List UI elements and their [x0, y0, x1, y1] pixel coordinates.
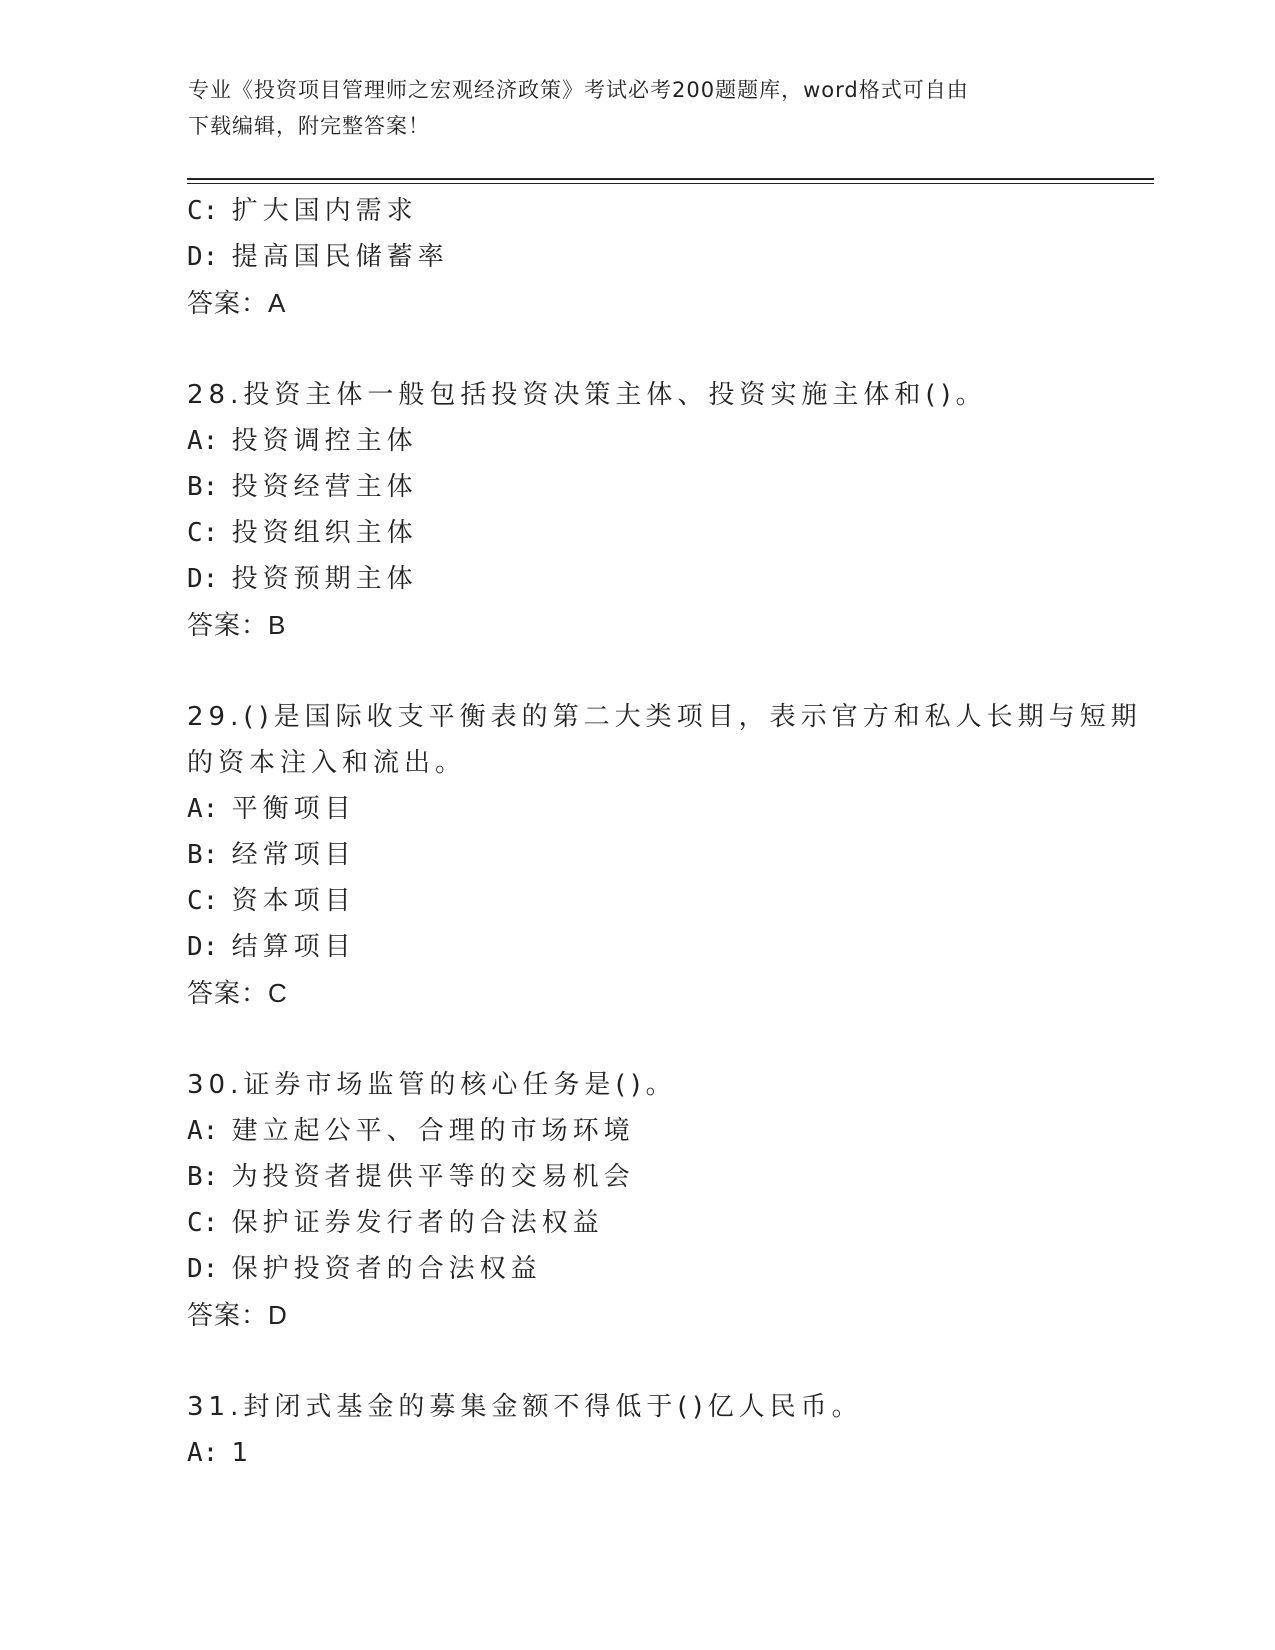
question-list — [187, 188, 1142, 1476]
option-d: D: 提高国民储蓄率 — [187, 242, 449, 272]
option-a: A: 投资调控主体 — [187, 426, 418, 456]
question-30 — [187, 1062, 1087, 1338]
option-a: A: 平衡项目 — [187, 794, 356, 824]
question-29 — [187, 694, 1142, 1016]
header-line-1: 专业《投资项目管理师之宏观经济政策》考试必考200题题库，word格式可自由 — [188, 78, 969, 102]
question-stem-line-1: 29.()是国际收支平衡表的第二大类项目，表示官方和私人长期与短期 — [187, 702, 1142, 732]
option-c: C: 扩大国内需求 — [187, 196, 418, 226]
option-d: D: 投资预期主体 — [187, 564, 418, 594]
option-d: D: 保护投资者的合法权益 — [187, 1254, 542, 1284]
question-31 — [187, 1384, 1087, 1476]
option-c: C: 资本项目 — [187, 886, 356, 916]
question-stem: 28.投资主体一般包括投资决策主体、投资实施主体和()。 — [187, 380, 987, 410]
option-b: B: 为投资者提供平等的交易机会 — [187, 1162, 635, 1192]
option-d: D: 结算项目 — [187, 932, 356, 962]
answer-line: 答案：A — [187, 288, 287, 318]
header-divider — [187, 178, 1154, 184]
question-27-tail — [187, 188, 1087, 326]
question-stem-line-2: 的资本注入和流出。 — [187, 748, 467, 778]
answer-line: 答案：D — [187, 1300, 288, 1330]
question-28 — [187, 372, 1087, 648]
document-header — [188, 72, 1088, 144]
answer-line: 答案：B — [187, 610, 287, 640]
header-line-2: 下载编辑，附完整答案！ — [188, 114, 430, 138]
option-b: B: 投资经营主体 — [187, 472, 418, 502]
option-a: A: 建立起公平、合理的市场环境 — [187, 1116, 635, 1146]
option-b: B: 经常项目 — [187, 840, 356, 870]
option-a: A: 1 — [187, 1438, 254, 1468]
answer-line: 答案：C — [187, 978, 288, 1008]
option-c: C: 投资组织主体 — [187, 518, 418, 548]
question-stem: 30.证券市场监管的核心任务是()。 — [187, 1070, 677, 1100]
option-c: C: 保护证券发行者的合法权益 — [187, 1208, 604, 1238]
question-stem: 31.封闭式基金的募集金额不得低于()亿人民币。 — [187, 1392, 863, 1422]
